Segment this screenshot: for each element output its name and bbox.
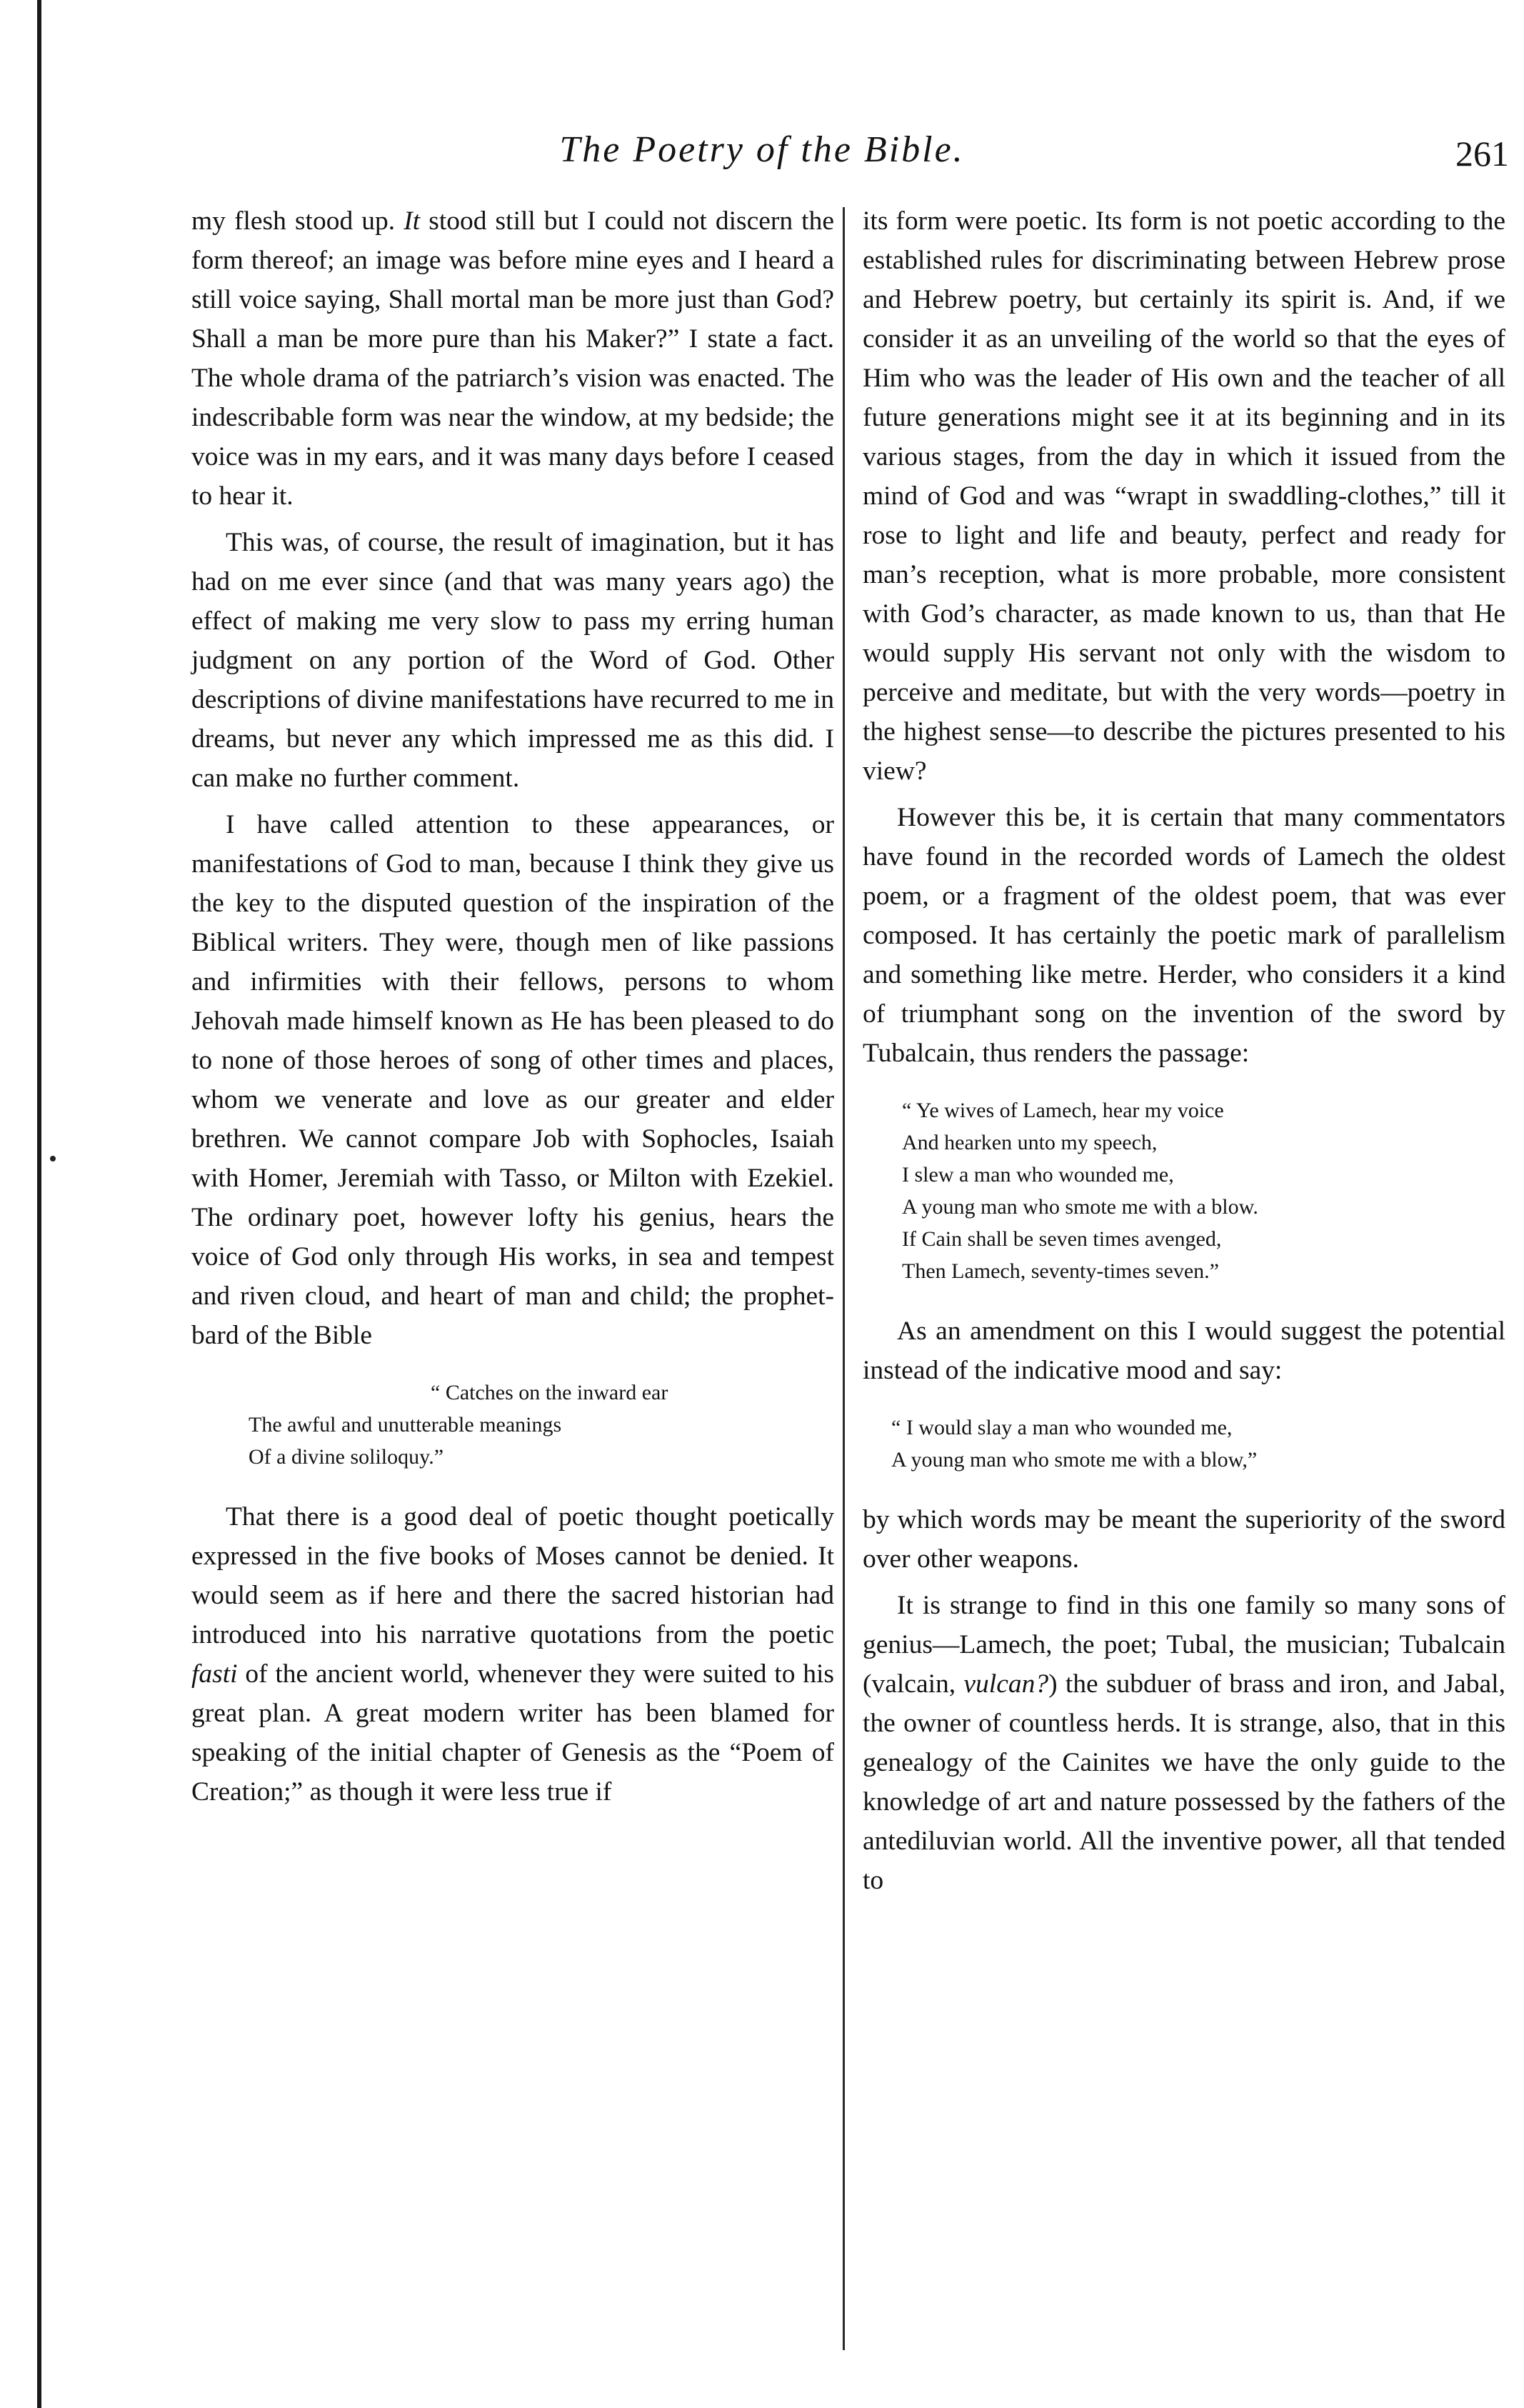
paragraph: This was, of course, the result of imagination, but it has had on me ever since (and that was many years ago) the effect of making me very slow to pass my erring human judgment on any portion of the Word of God. Other descriptions of divine manifestations have recurred to me in dreams, but never any which impressed me as this did. I can make no further comment. bbox=[191, 528, 834, 793]
right-column bbox=[863, 201, 1505, 1900]
paragraph bbox=[191, 201, 834, 516]
text-run: stood still but I could not discern the form thereof; an image was before mine eyes and I heard a still voice saying, Shall mortal man be more just than God? Shall a man be more pure than his Maker?” I state a fact. The whole drama of the patriarch’s vision was enacted. The indescribable form was near the window, at my bedside; the voice was in my ears, and it was many days before I ceased to hear it. bbox=[191, 206, 834, 511]
paragraph bbox=[863, 1586, 1505, 1900]
quote-line: Then Lamech, seventy-times seven.” bbox=[902, 1259, 1219, 1283]
paragraph bbox=[191, 1497, 834, 1812]
quote-line: A young man who smote me with a blow. bbox=[902, 1195, 1258, 1219]
quote-line: “ Ye wives of Lamech, hear my voice bbox=[902, 1099, 1224, 1122]
column-divider bbox=[843, 207, 845, 2350]
quote-line: A young man who smote me with a blow,” bbox=[891, 1448, 1258, 1472]
paragraph: I have called attention to these appearances, or manifestations of God to man, because I think they give us the key to the disputed question of the inspiration of the Biblical writers. They were, though men of like passions and infirmities with their fellows, persons to whom Jehovah made himself known as He has been pleased to do to none of those heroes of song of other times and places, whom we venerate and love as our greater and elder brethren. We cannot compare Job with Sophocles, Isaiah with Homer, Jeremiah with Tasso, or Milton with Ezekiel. The ordinary poet, however lofty his genius, hears the voice of God only through His works, in sea and tempest and riven cloud, and heart of man and child; the prophet-bard of the Bible bbox=[191, 810, 834, 1350]
quote-line: I slew a man who wounded me, bbox=[902, 1163, 1174, 1186]
text-run: That there is a good deal of poetic thought poetically expressed in the five books of Moses cannot be denied. It would seem as if here and there the sacred historian had introduced into his narrative quotations from the poetic bbox=[191, 1502, 834, 1649]
page-number: 261 bbox=[1455, 134, 1509, 174]
block-quote bbox=[863, 1094, 1505, 1287]
block-quote bbox=[191, 1377, 834, 1473]
text-run: of the ancient world, whenever they were suited to his great plan. A great modern writer has been blamed for speaking of the initial chapter of Genesis as the “Poem of Creation;” as though it were less true if bbox=[191, 1659, 834, 1807]
italic-text: fasti bbox=[191, 1659, 238, 1689]
text-run: It is strange to find in this one family so many sons of genius—Lamech, the poet; Tubal, the musician; Tubalcain (valcain, bbox=[863, 1591, 1505, 1699]
paragraph: by which words may be meant the superiority of the sword over other weapons. bbox=[863, 1505, 1505, 1574]
running-header-title: The Poetry of the Bible. bbox=[559, 129, 965, 170]
quote-line: “ Catches on the inward ear bbox=[431, 1381, 668, 1404]
text-run: ) the subduer of brass and iron, and Jabal, the owner of countless herds. It is strange, also, that in this genealogy of the Cainites we have the only guide to the knowledge of art and nature possessed by the fathers of the antediluvian world. All the inventive power, all that tended to bbox=[863, 1669, 1505, 1895]
paragraph: its form were poetic. Its form is not poetic according to the established rules for discriminating between Hebrew prose and Hebrew poetry, but certainly its spirit is. And, if we consider it as an unveiling of the world so that the eyes of Him who was the leader of His own and the teacher of all future generations might see it at its beginning and in its various stages, from the day in which it issued from the mind of God and was “wrapt in swaddling-clothes,” till it rose to light and life and beauty, perfect and ready for man’s reception, what is more probable, more consistent with God’s character, as made known to us, than that He would supply His servant not only with the wisdom to perceive and meditate, but with the very words—poetry in the highest sense—to describe the pictures presented to his view? bbox=[863, 206, 1505, 786]
quote-line: Of a divine soliloquy.” bbox=[249, 1445, 444, 1469]
block-quote bbox=[863, 1412, 1505, 1476]
quote-line: And hearken unto my speech, bbox=[902, 1131, 1158, 1154]
paragraph: However this be, it is certain that many commentators have found in the recorded words of Lamech the oldest poem, or a fragment of the oldest poem, that was ever composed. It has certainly the poetic mark of parallelism and something like metre. Herder, who considers it a kind of triumphant song on the invention of the sword by Tubalcain, thus renders the passage: bbox=[863, 803, 1505, 1068]
binding-edge bbox=[37, 0, 41, 2408]
quote-line: If Cain shall be seven times avenged, bbox=[902, 1227, 1222, 1251]
italic-text: vulcan? bbox=[963, 1669, 1049, 1699]
quote-line: “ I would slay a man who wounded me, bbox=[891, 1416, 1233, 1439]
text-run: my flesh stood up. bbox=[191, 206, 404, 236]
left-column bbox=[191, 201, 834, 1812]
quote-line: The awful and unutterable meanings bbox=[249, 1413, 562, 1437]
italic-text: It bbox=[403, 206, 421, 236]
stray-ink-mark bbox=[50, 1156, 56, 1161]
paragraph: As an amendment on this I would suggest the potential instead of the indicative mood and say: bbox=[863, 1317, 1505, 1385]
